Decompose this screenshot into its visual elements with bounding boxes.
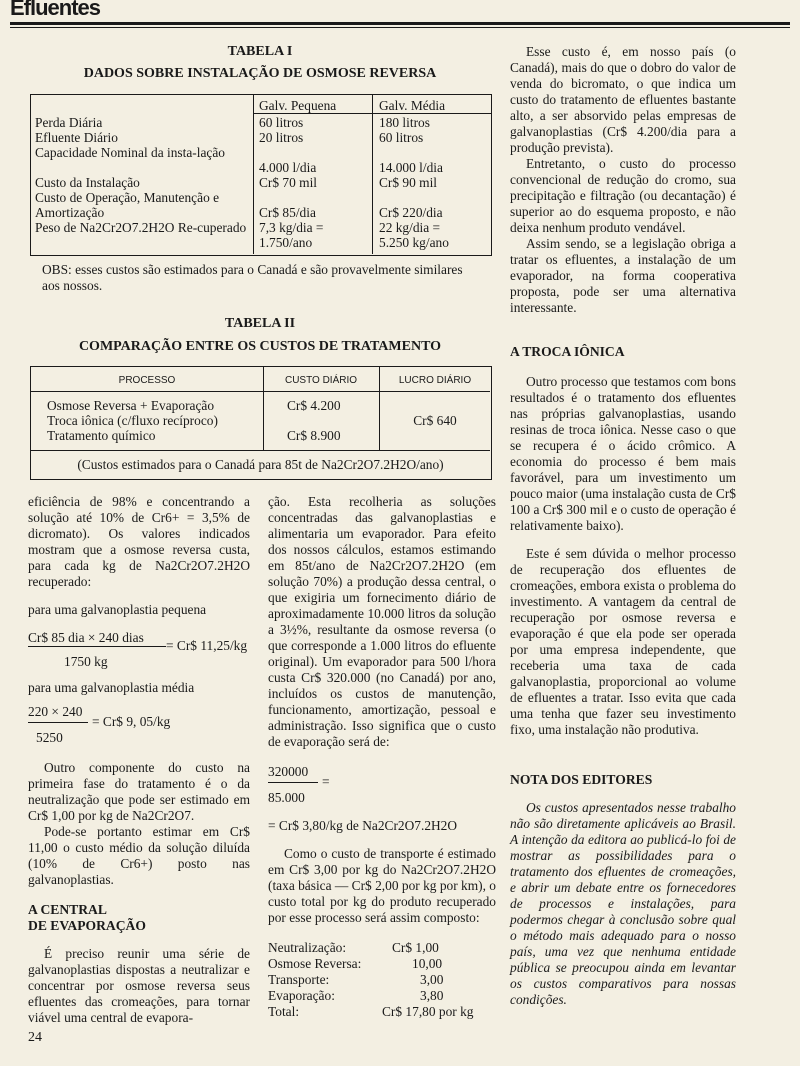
table2-header-processo: PROCESSO bbox=[118, 375, 176, 386]
cost-row: Osmose Reversa: 10,00 bbox=[268, 956, 443, 971]
table1-col1-header: Galv. Pequena bbox=[259, 98, 337, 113]
table1-title: DADOS SOBRE INSTALAÇÃO DE OSMOSE REVERSA bbox=[83, 66, 437, 81]
formula-evaporation bbox=[268, 764, 496, 818]
formula-medium-denominator: 5250 bbox=[36, 730, 63, 745]
table2-title: COMPARAÇÃO ENTRE OS CUSTOS DE TRATAMENTO bbox=[78, 339, 442, 354]
section-header: Efluentes bbox=[10, 0, 101, 20]
formula-small-denominator: 1750 kg bbox=[64, 654, 108, 669]
formula-small bbox=[28, 630, 250, 670]
right-paragraph: Esse custo é, em nosso país (o Canadá), mais do que o dobro do valor de venda do bicromato, o que indica um custo do tratamento de efluentes bastante alto, a ser absorvido pelas empresas de galvanoplastias (Cr$ 4.200/dia para a produção prevista). bbox=[510, 44, 736, 155]
header-rule bbox=[10, 22, 790, 25]
table2-process: Troca iônica (c/fluxo recíproco) bbox=[47, 413, 218, 428]
table1-cell: 4.000 l/dia bbox=[259, 160, 317, 175]
table1-row-label: Capacidade Nominal da insta-lação bbox=[35, 145, 225, 160]
medium-galv-label: para uma galvanoplastia média bbox=[28, 680, 195, 695]
cost-row: Neutralização: Cr$ 1,00 bbox=[268, 940, 439, 955]
table1-number: TABELA I bbox=[227, 44, 293, 59]
table1-obs: OBS: esses custos são estimados para o Canadá e são provavelmente similares aos nossos. bbox=[42, 262, 463, 293]
table1-row-label: Efluente Diário bbox=[35, 130, 118, 145]
left-paragraph: eficiência de 98% e concentrando a solução até 10% de Cr6+ = 3,5% de dicromato). Os valores indicados mostram que a osmose reversa custa, para cada kg de Na2Cr2O7.2H2O recuperado: bbox=[28, 494, 250, 589]
section-heading-troca: A TROCA IÔNICA bbox=[510, 344, 625, 359]
table2-process: Osmose Reversa + Evaporação bbox=[47, 398, 215, 413]
table2-process: Tratamento químico bbox=[47, 428, 156, 443]
formula-evap-numerator: 320000 bbox=[268, 764, 309, 779]
table2-number: TABELA II bbox=[224, 316, 296, 331]
formula-medium-numerator: 220 × 240 bbox=[28, 704, 83, 719]
table2-note: (Custos estimados para o Canadá para 85t de Na2Cr2O7.2H2O/ano) bbox=[77, 457, 444, 472]
table1-col2-header: Galv. Média bbox=[379, 98, 446, 113]
right-column bbox=[510, 44, 736, 1008]
section-heading-central: A CENTRAL bbox=[28, 902, 107, 917]
table1-col1-values bbox=[259, 115, 369, 250]
right-paragraph: Assim sendo, se a legislação obriga a tratar os efluentes, a instalação de um evaporador, na forma cooperativa proposta, pode ser uma alternativa interessante. bbox=[510, 236, 736, 315]
table1-cell: 60 litros bbox=[259, 115, 304, 130]
cost-row: Transporte: 3,00 bbox=[268, 972, 444, 987]
table2-box bbox=[30, 366, 492, 480]
table1-box bbox=[30, 94, 492, 256]
table1-cell: 20 litros bbox=[259, 130, 304, 145]
section-heading-evaporacao: DE EVAPORAÇÃO bbox=[28, 918, 146, 933]
table1-cell: 180 litros bbox=[379, 115, 430, 130]
table2-header-lucro: LUCRO DIÁRIO bbox=[398, 375, 472, 386]
formula-medium bbox=[28, 704, 250, 748]
table2-processes bbox=[47, 398, 218, 443]
table2-cost-2: Cr$ 8.900 bbox=[287, 428, 341, 443]
middle-paragraph: Como o custo de transporte é estimado em Cr$ 3,00 por kg do Na2Cr2O7.2H2O (taxa básica — Cr$ 2,00 por kg por km), o custo total por kg do produto recuperado por esse processo será assim composto: bbox=[268, 846, 496, 925]
table1-row-label: Custo da Instalação bbox=[35, 175, 140, 190]
formula-small-numerator: Cr$ 85 dia × 240 dias bbox=[28, 630, 144, 645]
table1-cell: 22 kg/dia = 5.250 kg/ano bbox=[379, 220, 449, 250]
table1-row-label: Peso de Na2Cr2O7.2H2O Re-cuperado bbox=[35, 220, 247, 235]
editors-note: Os custos apresentados nesse trabalho não são diretamente aplicáveis ao Brasil. A intenção da editora ao publicá-lo foi de mostrar as possibilidades para o tratamento dos efluentes de cromeações, e abrir um debate entre os fornecedores de processos e instalações, para podermos chegar à conclusão sobre qual o método mais adequado para o nosso país, uma vez que nenhuma entidade pública se preocupou ainda em levantar os custos comparativos para nossas condições. bbox=[510, 800, 736, 1007]
left-column bbox=[28, 494, 250, 1026]
formula-evap-denominator: 85.000 bbox=[268, 790, 305, 805]
table1-cell: 7,3 kg/dia = 1.750/ano bbox=[259, 220, 324, 250]
middle-column bbox=[268, 494, 496, 1020]
table2-header-custo: CUSTO DIÁRIO bbox=[284, 375, 358, 386]
section-heading-nota: NOTA DOS EDITORES bbox=[510, 772, 653, 787]
right-paragraph: Entretanto, o custo do processo convencional de redução do cromo, sua precipitação e filtração (ou decantação) é superior ao do esquema proposto, e não deixa nenhum produto vendável. bbox=[510, 156, 736, 235]
page-number: 24 bbox=[28, 1030, 42, 1045]
right-paragraph: Outro processo que testamos com bons resultados é o tratamento dos efluentes nas próprias galvanoplastias, usando resinas de troca iônica. Nesse caso o que se recupera é o ácido crômico. A economia do processo é bem mais favorável, para um investimento um pouco maior (uma instalação custa de Cr$ 100 a Cr$ 300 mil e o custo de operação é relativamente baixo). bbox=[510, 374, 736, 533]
left-paragraph: Outro componente do custo na primeira fase do tratamento é o da neutralização que pode ser estimado em Cr$ 1,00 por kg de Na2Cr2O7. bbox=[28, 760, 250, 823]
table2-lucro-value: Cr$ 640 bbox=[413, 413, 457, 428]
right-paragraph: Este é sem dúvida o melhor processo de recuperação dos efluentes de cromeações, embora exista o problema do investimento. A vantagem da central de recuperação por osmose reversa e evaporação é que ela pode ser operada por uma empresa independente, que receberia uma taxa de cada galvanoplastia, proporcional ao volume de efluentes a tratar. Isso evita que cada uma tenha que fazer seu investimento fixo, uma instalação não produtiva. bbox=[510, 546, 736, 737]
cost-row: Evaporação: 3,80 bbox=[268, 988, 444, 1003]
formula-medium-result: = Cr$ 9, 05/kg bbox=[92, 714, 171, 729]
table2-cost-1: Cr$ 4.200 bbox=[287, 398, 341, 413]
table1-cell: 14.000 l/dia bbox=[379, 160, 443, 175]
cost-list bbox=[268, 940, 496, 1020]
cost-row-total: Total: Cr$ 17,80 por kg bbox=[268, 1004, 474, 1019]
header-rule-thin bbox=[10, 27, 790, 28]
formula-evap-result: = Cr$ 3,80/kg de Na2Cr2O7.2H2O bbox=[268, 818, 458, 833]
table1-cell: Cr$ 220/dia bbox=[379, 205, 443, 220]
table1-row-label: Perda Diária bbox=[35, 115, 103, 130]
table1-col2-values bbox=[379, 115, 489, 250]
table1-cell: 60 litros bbox=[379, 130, 424, 145]
small-galv-label: para uma galvanoplastia pequena bbox=[28, 602, 207, 617]
left-paragraph: É preciso reunir uma série de galvanoplastias dispostas a neutralizar e concentrar por osmose reversa seus efluentes das cromeações, para tornar viável uma central de evapora- bbox=[28, 946, 250, 1025]
table1-row-label: Custo de Operação, Manutenção e Amortização bbox=[35, 190, 220, 220]
table1-cell: Cr$ 85/dia bbox=[259, 205, 316, 220]
middle-paragraph: ção. Esta recolheria as soluções concentradas das galvanoplastias e alimentaria um evaporador. Para efeito dos nossos cálculos, estamos estimando em 85t/ano de Na2Cr2O7.2H2O (em solução 70%) a produção dessa central, o que exigiria um fornecimento diário de aproximadamente 10.000 litros da solução a 3½%, resultante da osmose reversa (o que corresponde a 1.000 litros do efluente original). Um evaporador para 500 l/hora custa Cr$ 320.000 (no Canadá) por ano, incluídos os custos de manutenção, funcionamento, amortização, pessoal e administração. Isso significa que o custo de evaporação será de: bbox=[268, 494, 496, 749]
formula-evap-equals: = bbox=[322, 774, 330, 789]
table1-cell: Cr$ 70 mil bbox=[259, 175, 318, 190]
table1-cell: Cr$ 90 mil bbox=[379, 175, 438, 190]
left-paragraph: Pode-se portanto estimar em Cr$ 11,00 o custo médio da solução diluída (10% de Cr6+) posto nas galvanoplastias. bbox=[28, 824, 250, 887]
table1-labels bbox=[35, 115, 247, 250]
formula-small-result: = Cr$ 11,25/kg bbox=[166, 638, 248, 653]
